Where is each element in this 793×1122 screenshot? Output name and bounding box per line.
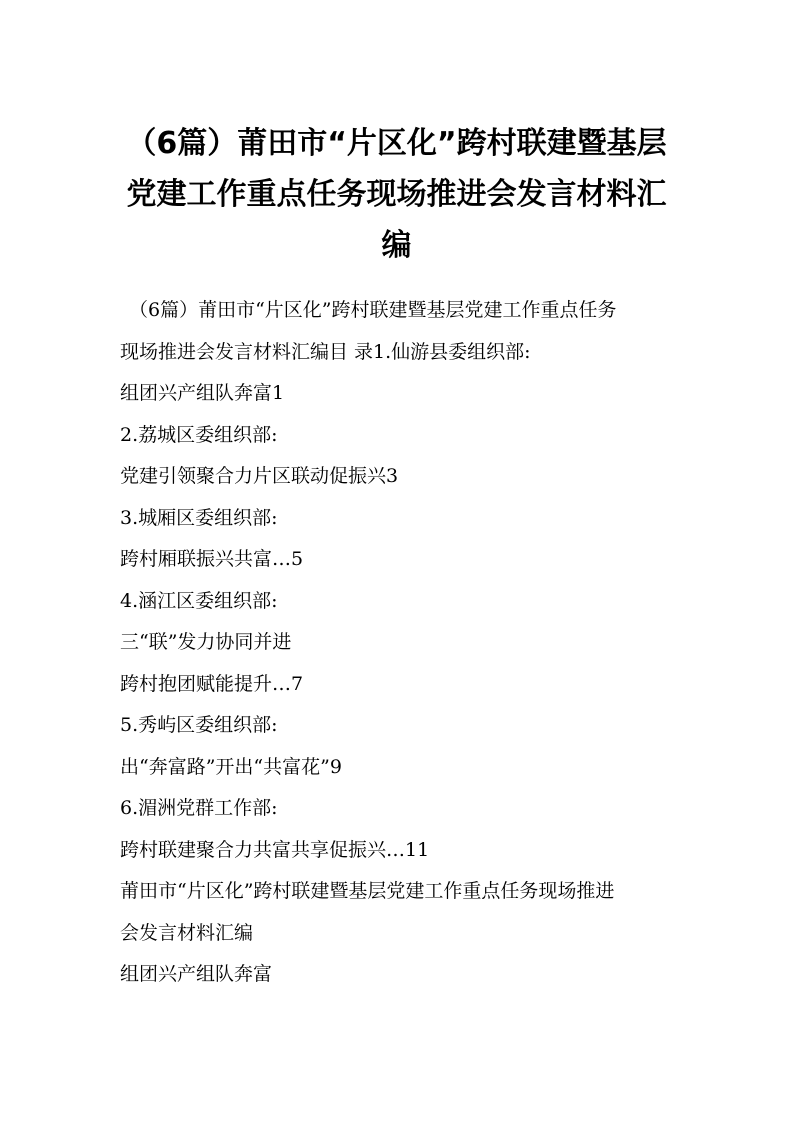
toc-entry: 三“联”发力协同并进 <box>120 631 292 653</box>
document-title <box>120 118 673 271</box>
document-body <box>120 290 676 996</box>
toc-entry: 出“奔富路”开出“共富花”9 <box>120 755 342 778</box>
toc-entry: 党建引领聚合力片区联动促振兴3 <box>120 465 399 487</box>
toc-entry: 6.湄洲党群工作部: <box>120 797 278 819</box>
body-heading-line: 会发言材料汇编 <box>120 921 254 944</box>
section-start-heading: 组团兴产组队奔富 <box>120 963 273 985</box>
toc-entry: 5.秀屿区委组织部: <box>120 714 278 736</box>
toc-entry: 3.城厢区委组织部: <box>120 506 278 529</box>
table-of-contents <box>120 373 676 871</box>
body-heading <box>120 871 676 954</box>
toc-entry: 4.涵江区委组织部: <box>120 589 278 612</box>
toc-entry: 跨村抱团赋能提升…7 <box>120 672 304 695</box>
intro-line: （6篇）莆田市“片区化”跨村联建暨基层党建工作重点任务 <box>129 299 617 321</box>
title-line: 编 <box>381 228 412 263</box>
toc-entry: 组团兴产组队奔富1 <box>120 382 285 404</box>
intro-paragraph <box>120 290 676 373</box>
title-line: （6篇）莆田市“片区化”跨村联建暨基层 <box>126 126 667 161</box>
toc-entry: 2.荔城区委组织部: <box>120 423 278 446</box>
title-line: 党建工作重点任务现场推进会发言材料汇 <box>126 177 667 212</box>
toc-entry: 跨村联建聚合力共富共享促振兴…11 <box>120 838 430 861</box>
intro-line: 现场推进会发言材料汇编目 录1.仙游县委组织部: <box>120 340 531 363</box>
body-heading-line: 莆田市“片区化”跨村联建暨基层党建工作重点任务现场推进 <box>120 880 615 902</box>
toc-entry: 跨村厢联振兴共富…5 <box>120 548 304 570</box>
